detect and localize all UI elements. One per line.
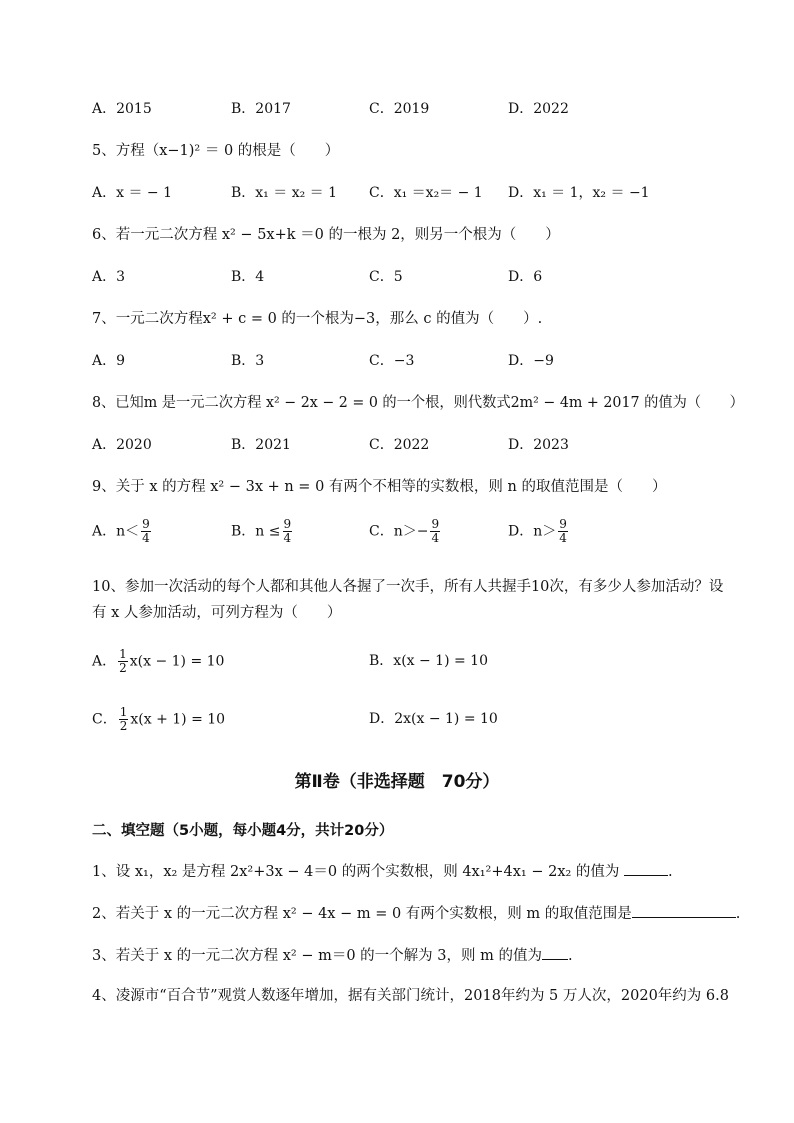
- q9-option-d-num: 9: [559, 517, 567, 531]
- q10-option-b: [369, 652, 488, 670]
- q4-option-b: B．2017: [231, 101, 291, 117]
- q9-option-d-fraction: [558, 518, 568, 545]
- q10-option-a: [92, 648, 224, 675]
- q10-option-c: [92, 706, 225, 733]
- q10-option-b-prefix: B．: [369, 653, 394, 669]
- q10-option-b-expr: x(x − 1) = 10: [393, 653, 488, 669]
- q10-option-c-expr: x(x + 1) = 10: [130, 711, 226, 728]
- fill-2-answer-blank[interactable]: [632, 903, 736, 918]
- q10-option-d-prefix: D．: [369, 711, 395, 727]
- q5-option-a: A．x ＝ − 1: [92, 185, 172, 201]
- q9-option-c-fraction: [430, 518, 440, 545]
- q9-option-c-prefix: C．n＞−: [369, 523, 429, 540]
- q4-option-a: A．2015: [92, 101, 152, 117]
- q9-option-c-den: 4: [431, 531, 440, 545]
- q8-option-c: C．2022: [369, 437, 430, 453]
- q9-option-a: [92, 518, 153, 545]
- q9-option-b-den: 4: [283, 531, 292, 545]
- q10-option-a-expr: x(x − 1) = 10: [129, 653, 225, 670]
- q7-option-c: C．−3: [369, 353, 415, 369]
- q10-option-a-fraction: [118, 648, 128, 675]
- q4-option-d: D．2022: [508, 101, 569, 117]
- q10-option-c-fraction: [119, 706, 129, 733]
- q7-option-a: A．9: [92, 353, 126, 369]
- q8-stem: 8、已知m 是一元二次方程 x² − 2x − 2 = 0 的一个根，则代数式2m² − 4m + 2017 的值为（ ）: [92, 395, 744, 411]
- q9-option-c: [369, 518, 442, 545]
- q5-stem: 5、方程（x−1)² ＝ 0 的根是（ ）: [92, 143, 340, 159]
- q10-option-d: [369, 710, 498, 728]
- q6-stem: 6、若一元二次方程 x² − 5x+k ＝0 的一根为 2，则另一个根为（ ）: [92, 227, 560, 243]
- fill-4-text: 4、凌源市“百合节”观赏人数逐年增加，据有关部门统计，2018年约为 5 万人次，2020年约为 6.8: [92, 988, 729, 1004]
- fill-1-tail: .: [668, 864, 673, 880]
- q10-option-c-prefix: C．: [92, 711, 117, 728]
- q5-option-c: C．x₁ ＝x₂＝ − 1: [369, 185, 483, 201]
- fill-question-1: [92, 861, 673, 881]
- q10-stem-line1: 10、参加一次活动的每个人都和其他人各握了一次手，所有人共握手10次，有多少人参加活动？设: [92, 579, 724, 595]
- q7-option-b: B．3: [231, 353, 265, 369]
- q9-option-b-prefix: B．n ≤: [231, 523, 281, 540]
- q6-option-d: D．6: [508, 269, 543, 285]
- q9-option-b: [231, 518, 294, 545]
- fill-question-3: [92, 945, 573, 965]
- q7-stem: 7、一元二次方程x² + c = 0 的一个根为−3，那么 c 的值为（ ）.: [92, 311, 543, 327]
- q10-option-d-expr: 2x(x − 1) = 10: [394, 711, 498, 727]
- q10-option-c-den: 2: [119, 719, 128, 733]
- q10-option-a-num: 1: [119, 647, 127, 661]
- q8-option-b: B．2021: [231, 437, 291, 453]
- fill-2-text: 2、若关于 x 的一元二次方程 x² − 4x − m = 0 有两个实数根，则 m 的取值范围是: [92, 906, 632, 922]
- q9-option-a-fraction: [141, 518, 151, 545]
- fill-question-4: [92, 987, 729, 1005]
- fill-question-2: [92, 903, 740, 923]
- fill-3-answer-blank[interactable]: [542, 945, 568, 960]
- q9-stem: 9、关于 x 的方程 x² − 3x + n = 0 有两个不相等的实数根，则 n 的取值范围是（ ）: [92, 479, 667, 495]
- q6-option-a: A．3: [92, 269, 126, 285]
- q9-option-a-num: 9: [142, 517, 150, 531]
- q9-option-a-den: 4: [142, 531, 150, 545]
- q9-option-b-num: 9: [283, 517, 292, 531]
- q9-option-d-den: 4: [559, 531, 567, 545]
- fill-1-text: 1、设 x₁，x₂ 是方程 2x²+3x − 4＝0 的两个实数根，则 4x₁²+4x₁ − 2x₂ 的值为: [92, 864, 625, 880]
- fill-2-tail: .: [735, 906, 741, 922]
- fill-1-answer-blank[interactable]: [624, 861, 668, 876]
- q9-option-d-prefix: D．n＞: [508, 523, 557, 540]
- q8-option-d: D．2023: [508, 437, 569, 453]
- q5-option-d: D．x₁ ＝ 1，x₂ ＝ −1: [508, 185, 650, 201]
- q6-option-c: C．5: [369, 269, 403, 285]
- section-title: 第Ⅱ卷（非选择题 70分）: [294, 772, 500, 792]
- q10-option-a-prefix: A．: [92, 653, 117, 670]
- q10-stem-line2: 有 x 人参加活动，可列方程为（ ）: [92, 605, 342, 621]
- fill-3-text: 3、若关于 x 的一元二次方程 x² − m＝0 的一个解为 3，则 m 的值为: [92, 948, 542, 964]
- q7-option-d: D．−9: [508, 353, 554, 369]
- q4-option-c: C．2019: [369, 101, 430, 117]
- q10-option-c-num: 1: [119, 705, 128, 719]
- q9-option-c-num: 9: [431, 517, 440, 531]
- q9-option-d: [508, 518, 570, 545]
- q10-option-a-den: 2: [119, 661, 127, 675]
- q8-option-a: A．2020: [92, 437, 152, 453]
- q5-option-b: B．x₁ ＝ x₂ ＝ 1: [231, 185, 338, 201]
- q9-option-b-fraction: [283, 518, 293, 545]
- part2-title: 二、填空题（5小题，每小题4分，共计20分）: [92, 823, 394, 839]
- fill-3-tail: .: [567, 948, 573, 964]
- q9-option-a-prefix: A．n＜: [92, 523, 140, 540]
- q6-option-b: B．4: [231, 269, 265, 285]
